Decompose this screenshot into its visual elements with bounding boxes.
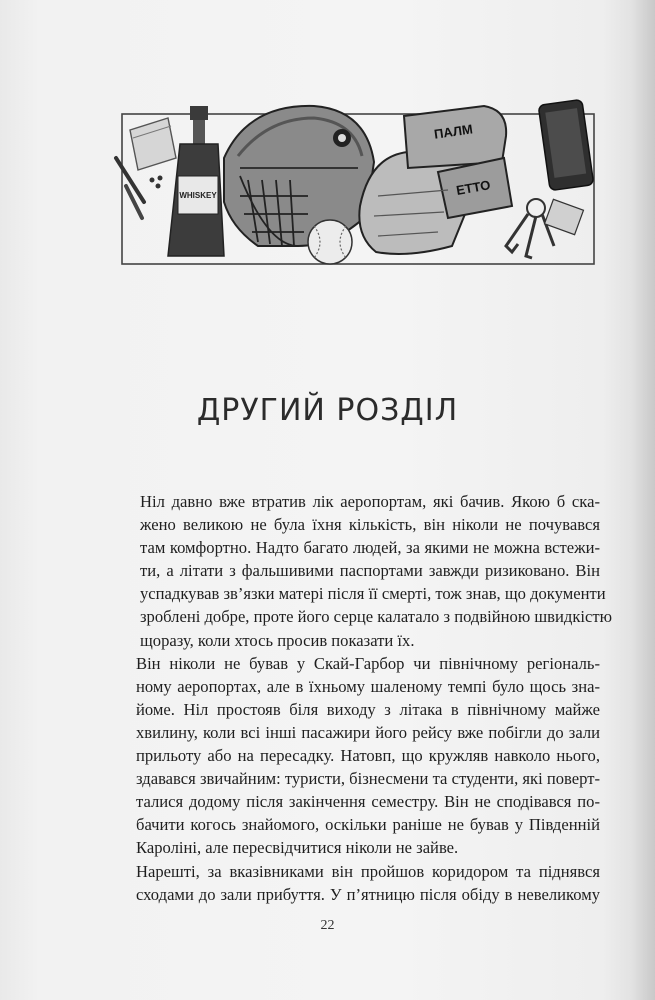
text-line: Він ніколи не бував у Скай-Гарбор чи північному регіональ- xyxy=(136,653,600,673)
text-line: бачити когось знайомого, оскільки раніше не бував у Південній xyxy=(136,815,600,835)
text-line: здавався звичайним: туристи, бізнесмени та студенти, які поверт- xyxy=(136,769,600,789)
text-line: Кароліні, але пересвідчитися ніколи не зайве. xyxy=(136,838,459,858)
text-line: ти, а літати з фальшивими паспортами завжди ризиковано. Він xyxy=(140,561,600,581)
text-line: там комфортно. Надто багато людей, за якими не можна встежи- xyxy=(140,538,600,558)
lacrosse-helmet-icon xyxy=(224,106,374,246)
text-line: зроблені добре, проте його серце калатало з подвійною швидкістю xyxy=(140,607,613,627)
whiskey-bottle-icon xyxy=(168,106,224,256)
text-line: сходами до зали прибуття. У п’ятницю після обіду в невеликому xyxy=(136,884,600,904)
text-line: талися додому після закінчення семестру. Він не сподівався по- xyxy=(136,792,600,812)
text-line: йоме. Ніл простояв біля виходу з літака в північному майже xyxy=(136,699,600,719)
chapter-illustration xyxy=(108,96,608,278)
text-line: Ніл давно вже втратив лік аеропортам, які бачив. Якою б ска- xyxy=(140,492,600,511)
lacrosse-gloves-icon xyxy=(359,106,512,254)
baseball-icon xyxy=(308,220,352,264)
text-line: хвилину, коли всі інші пасажири його рейсу вже побігли до зали xyxy=(136,722,600,742)
whiskey-label: WHISKEY xyxy=(179,191,217,200)
text-line: ному аеропортах, але в їхньому шаленому темпі було щось зна- xyxy=(136,676,600,696)
body-text xyxy=(114,490,613,906)
keys-icon xyxy=(506,199,583,258)
baggie-icon xyxy=(130,118,176,170)
text-line: прильоту або на пересадку. Натовп, що кружляв навколо нього, xyxy=(136,746,600,766)
paragraph xyxy=(114,860,600,906)
text-line: успадкував зв’язки матері після її смерті, тож знав, що документи xyxy=(140,584,606,604)
glove-text-bottom: ЕТТО xyxy=(455,177,492,198)
page-number: 22 xyxy=(320,918,335,933)
text-line: Нарешті, за вказівниками він пройшов коридором та піднявся xyxy=(136,861,600,881)
text-line: жено великою не була їхня кількість, він ніколи не почувався xyxy=(140,515,600,535)
paragraph xyxy=(114,652,600,860)
chapter-title: ДРУГИЙ РОЗДІЛ xyxy=(196,393,459,428)
phone-icon xyxy=(538,99,594,190)
glove-text-top: ПАЛМ xyxy=(433,121,474,142)
text-line: щоразу, коли хтось просив показати їх. xyxy=(140,630,415,650)
paragraph xyxy=(114,490,613,652)
